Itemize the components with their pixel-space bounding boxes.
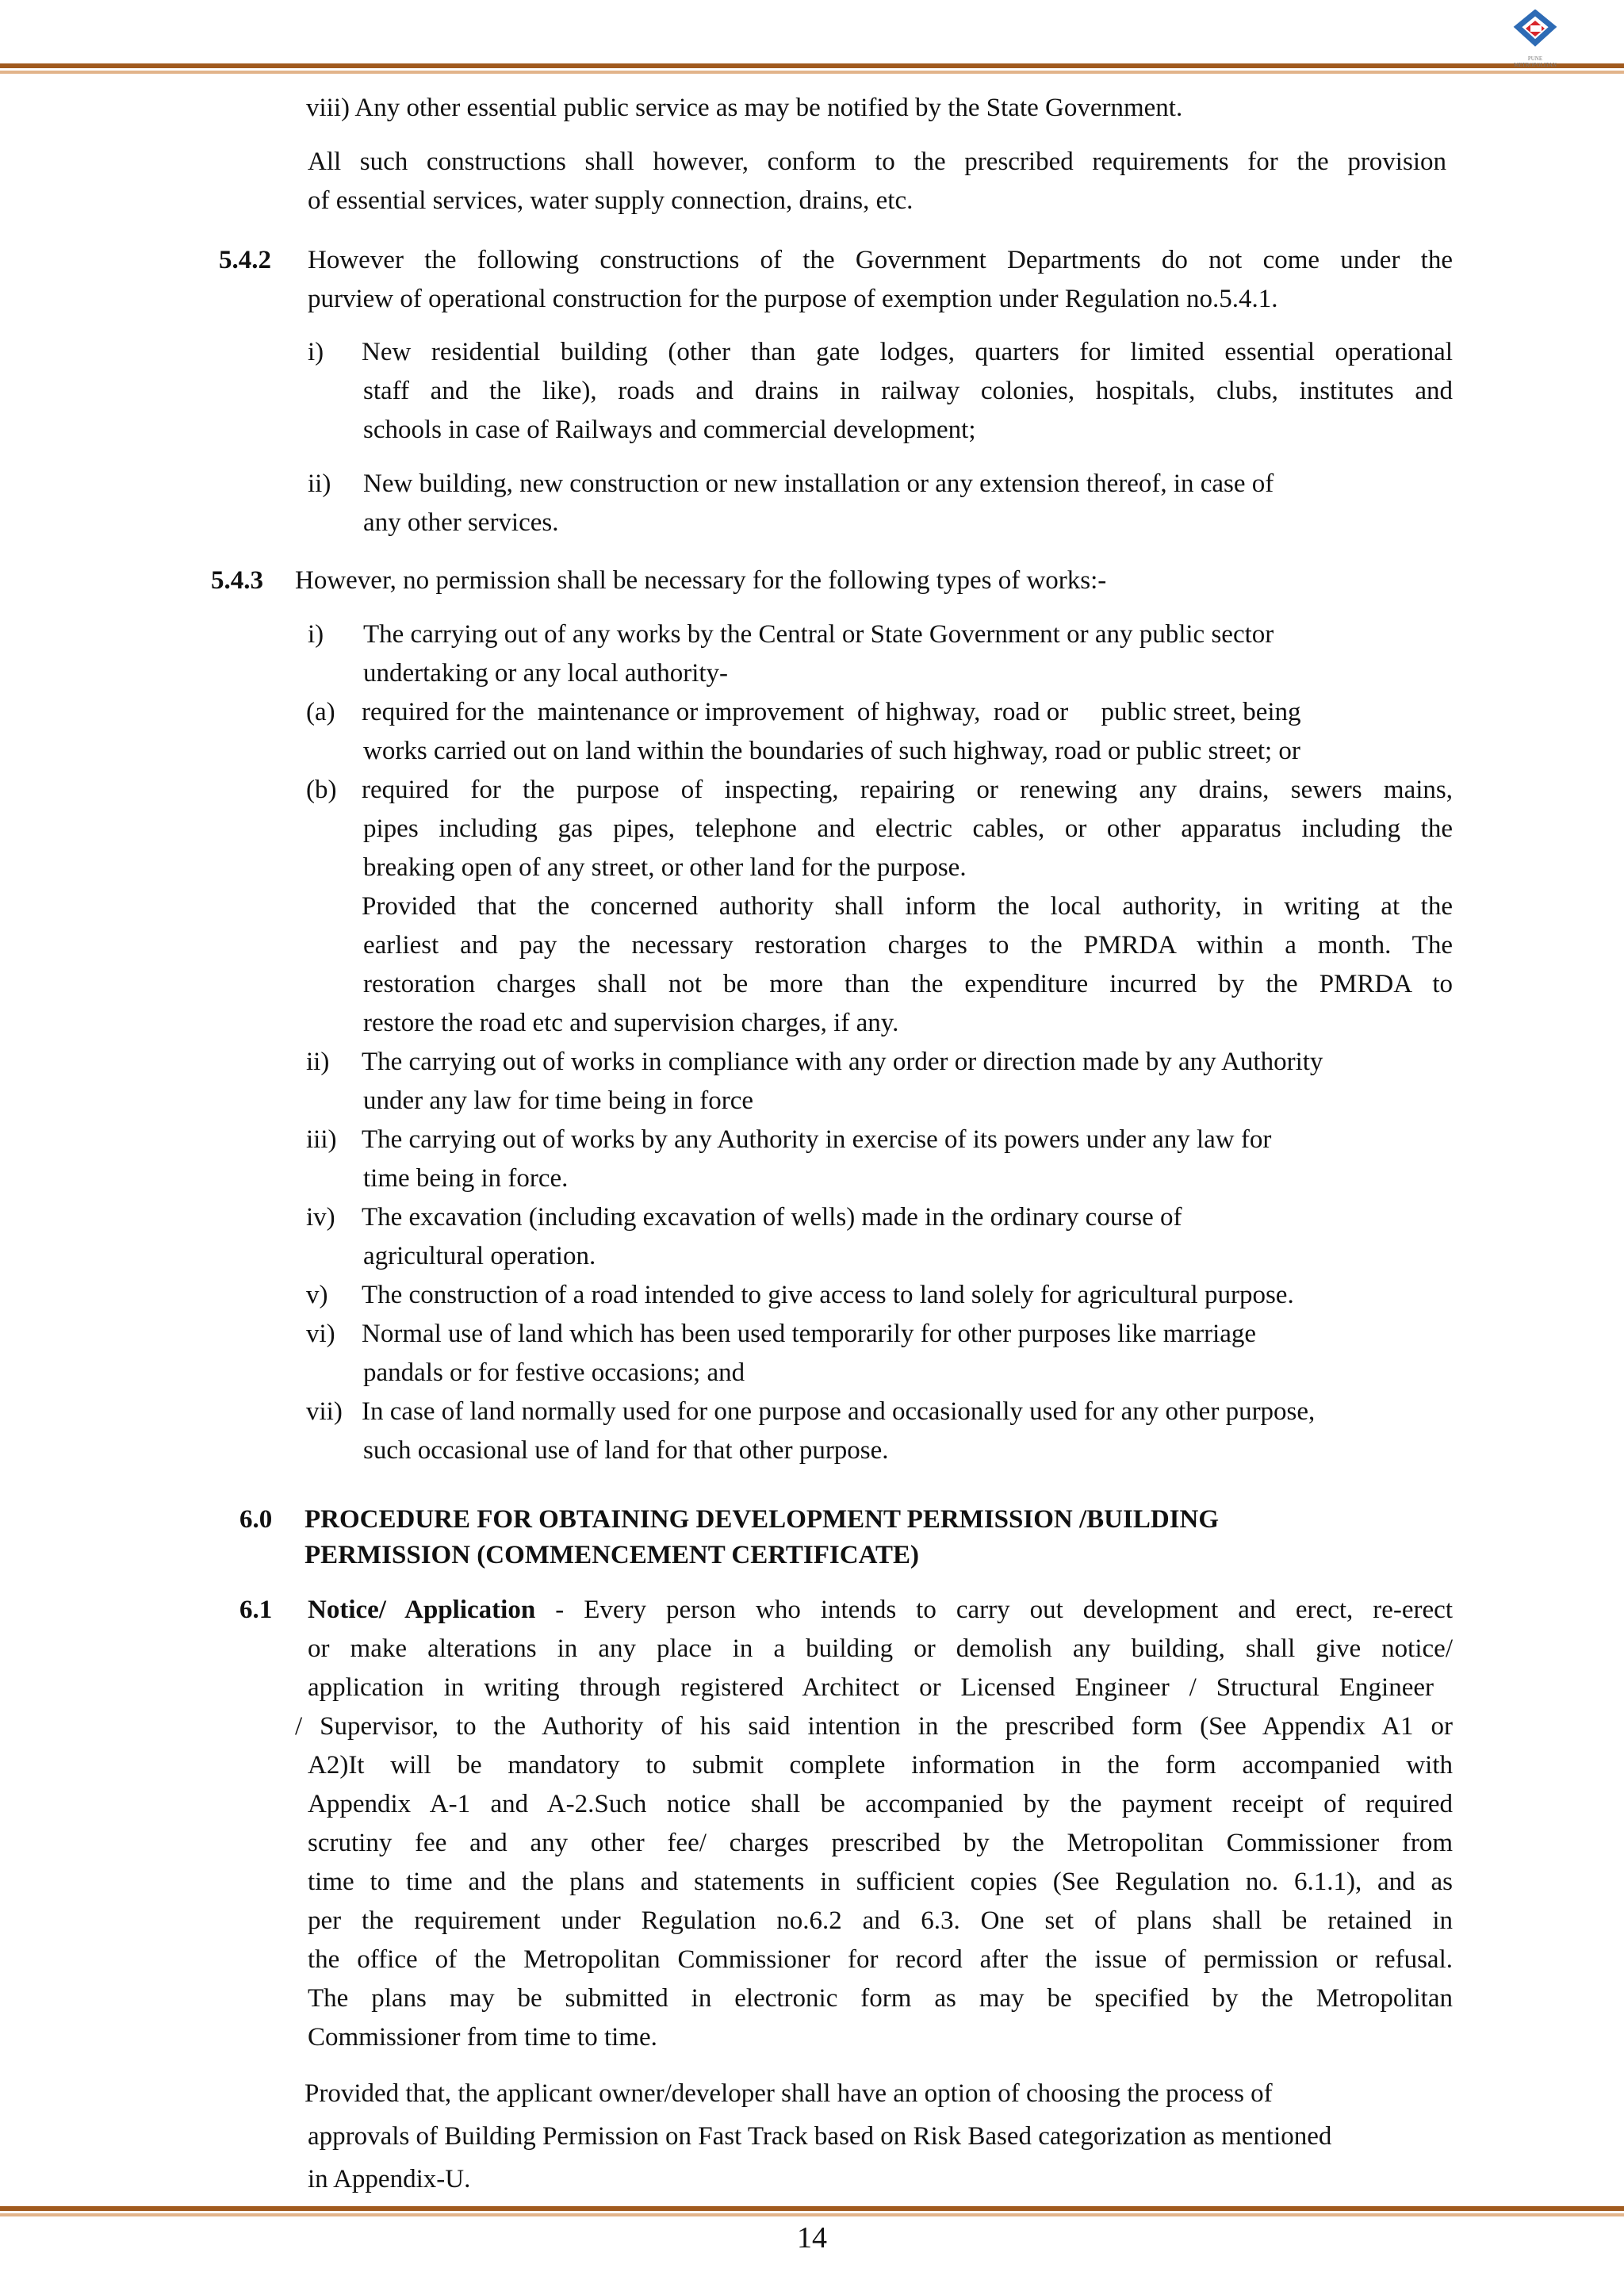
paragraph-line: However the following constructions of the Government Departments do not come under the: [308, 246, 1453, 274]
list-item-line: agricultural operation.: [363, 1242, 596, 1270]
paragraph-line: [308, 1591, 1453, 1630]
list-label: ii): [306, 1048, 330, 1076]
list-item-line: required for the purpose of inspecting, repairing or renewing any drains, sewers mains,: [362, 776, 1453, 804]
list-item-line: pandals or for festive occasions; and: [363, 1358, 745, 1387]
list-item-line: pipes including gas pipes, telephone and electric cables, or other apparatus including the: [363, 814, 1453, 843]
list-item-line: such occasional use of land for that other purpose.: [363, 1436, 889, 1465]
paragraph-line: All such constructions shall however, conform to the prescribed requirements for the provision: [308, 148, 1446, 176]
list-item-line: Normal use of land which has been used temporarily for other purposes like marriage: [362, 1320, 1257, 1348]
list-label: vi): [306, 1320, 335, 1348]
list-item-line: The carrying out of works in compliance with any order or direction made by any Authority: [362, 1048, 1323, 1076]
paragraph-line: However, no permission shall be necessary for the following types of works:-: [295, 566, 1107, 595]
paragraph-line: Commissioner from time to time.: [308, 2023, 657, 2052]
paragraph-line: of essential services, water supply connection, drains, etc.: [308, 186, 914, 215]
list-item-line: In case of land normally used for one purpose and occasionally used for any other purpose,: [362, 1397, 1316, 1426]
paragraph-line: time to time and the plans and statements in sufficient copies (See Regulation no. 6.1.1), and as: [308, 1868, 1453, 1896]
paragraph-line: purview of operational construction for the purpose of exemption under Regulation no.5.4.1.: [308, 285, 1278, 313]
paragraph-line: per the requirement under Regulation no.6.2 and 6.3. One set of plans shall be retained in: [308, 1906, 1453, 1935]
list-item-line: required for the maintenance or improvement of highway, road or public street, being: [362, 698, 1301, 726]
list-item-line: breaking open of any street, or other land for the purpose.: [363, 853, 967, 882]
list-label: iii): [306, 1125, 337, 1154]
paragraph-line: The plans may be submitted in electronic form as may be specified by the Metropolitan: [308, 1984, 1453, 2013]
proviso-line: Provided that the concerned authority shall inform the local authority, in writing at the: [362, 892, 1453, 921]
page-number: 14: [797, 2221, 827, 2255]
paragraph-line: Appendix A-1 and A-2.Such notice shall be accompanied by the payment receipt of required: [308, 1790, 1453, 1818]
paragraph-line: application in writing through registered Architect or Licensed Engineer / Structural Engineer: [308, 1673, 1434, 1702]
paragraph-line: approvals of Building Permission on Fast Track based on Risk Based categorization as mentioned: [308, 2122, 1332, 2151]
list-item-line: New residential building (other than gate lodges, quarters for limited essential operational: [362, 338, 1453, 366]
header-rule: [0, 63, 1624, 74]
paragraph-line: / Supervisor, to the Authority of his said intention in the prescribed form (See Appendix A1 or: [295, 1712, 1453, 1741]
list-label: i): [308, 620, 324, 649]
item-viii: viii) Any other essential public service as may be notified by the State Government.: [306, 94, 1183, 122]
proviso-line: earliest and pay the necessary restoration charges to the PMRDA within a month. The: [363, 931, 1453, 960]
paragraph-line: in Appendix-U.: [308, 2165, 471, 2193]
list-item-line: New building, new construction or new installation or any extension thereof, in case of: [363, 469, 1274, 498]
paragraph-line: the office of the Metropolitan Commissioner for record after the issue of permission or refusal.: [308, 1945, 1453, 1974]
list-item-line: The construction of a road intended to give access to land solely for agricultural purpose.: [362, 1281, 1294, 1309]
list-item-line: undertaking or any local authority-: [363, 659, 729, 688]
list-item-line: any other services.: [363, 508, 559, 537]
section-heading: PROCEDURE FOR OBTAINING DEVELOPMENT PERMISSION /BUILDING: [304, 1505, 1220, 1534]
section-number-5-4-3: 5.4.3: [211, 566, 263, 595]
list-label: (b): [306, 776, 337, 804]
list-item-line: staff and the like), roads and drains in railway colonies, hospitals, clubs, institutes and: [363, 377, 1453, 405]
section-heading: PERMISSION (COMMENCEMENT CERTIFICATE): [304, 1541, 920, 1569]
paragraph-line: scrutiny fee and any other fee/ charges prescribed by the Metropolitan Commissioner from: [308, 1829, 1453, 1857]
list-label: (a): [306, 698, 335, 726]
proviso-line: restoration charges shall not be more than the expenditure incurred by the PMRDA to: [363, 970, 1453, 998]
list-label: ii): [308, 469, 331, 498]
list-label: v): [306, 1281, 328, 1309]
list-item-line: schools in case of Railways and commercial development;: [363, 416, 976, 444]
list-item-line: works carried out on land within the boundaries of such highway, road or public street; or: [363, 737, 1300, 765]
section-number-6-1: 6.1: [239, 1596, 273, 1624]
list-label: vii): [306, 1397, 343, 1426]
list-item-line: The carrying out of any works by the Central or State Government or any public sector: [363, 620, 1274, 649]
list-item-line: under any law for time being in force: [363, 1086, 754, 1115]
paragraph-line: Provided that, the applicant owner/developer shall have an option of choosing the process of: [304, 2079, 1273, 2108]
proviso-line: restore the road etc and supervision charges, if any.: [363, 1009, 899, 1037]
section-heading-notice: Notice/ Application: [308, 1596, 536, 1624]
paragraph-line: or make alterations in any place in a building or demolish any building, shall give notice/: [308, 1634, 1453, 1663]
logo-caption: PUNE METROPOLITAN: [1514, 56, 1557, 68]
list-label: iv): [306, 1203, 335, 1232]
footer-rule: [0, 2206, 1624, 2216]
list-item-line: time being in force.: [363, 1164, 569, 1193]
paragraph-line: A2)It will be mandatory to submit complete information in the form accompanied with: [308, 1751, 1453, 1780]
paragraph-text: - Every person who intends to carry out development and erect, re-erect: [535, 1596, 1453, 1624]
list-item-line: The excavation (including excavation of wells) made in the ordinary course of: [362, 1203, 1182, 1232]
list-label: i): [308, 338, 324, 366]
section-number-5-4-2: 5.4.2: [219, 246, 271, 274]
section-number-6-0: 6.0: [239, 1505, 273, 1534]
list-item-line: The carrying out of works by any Authority in exercise of its powers under any law for: [362, 1125, 1272, 1154]
